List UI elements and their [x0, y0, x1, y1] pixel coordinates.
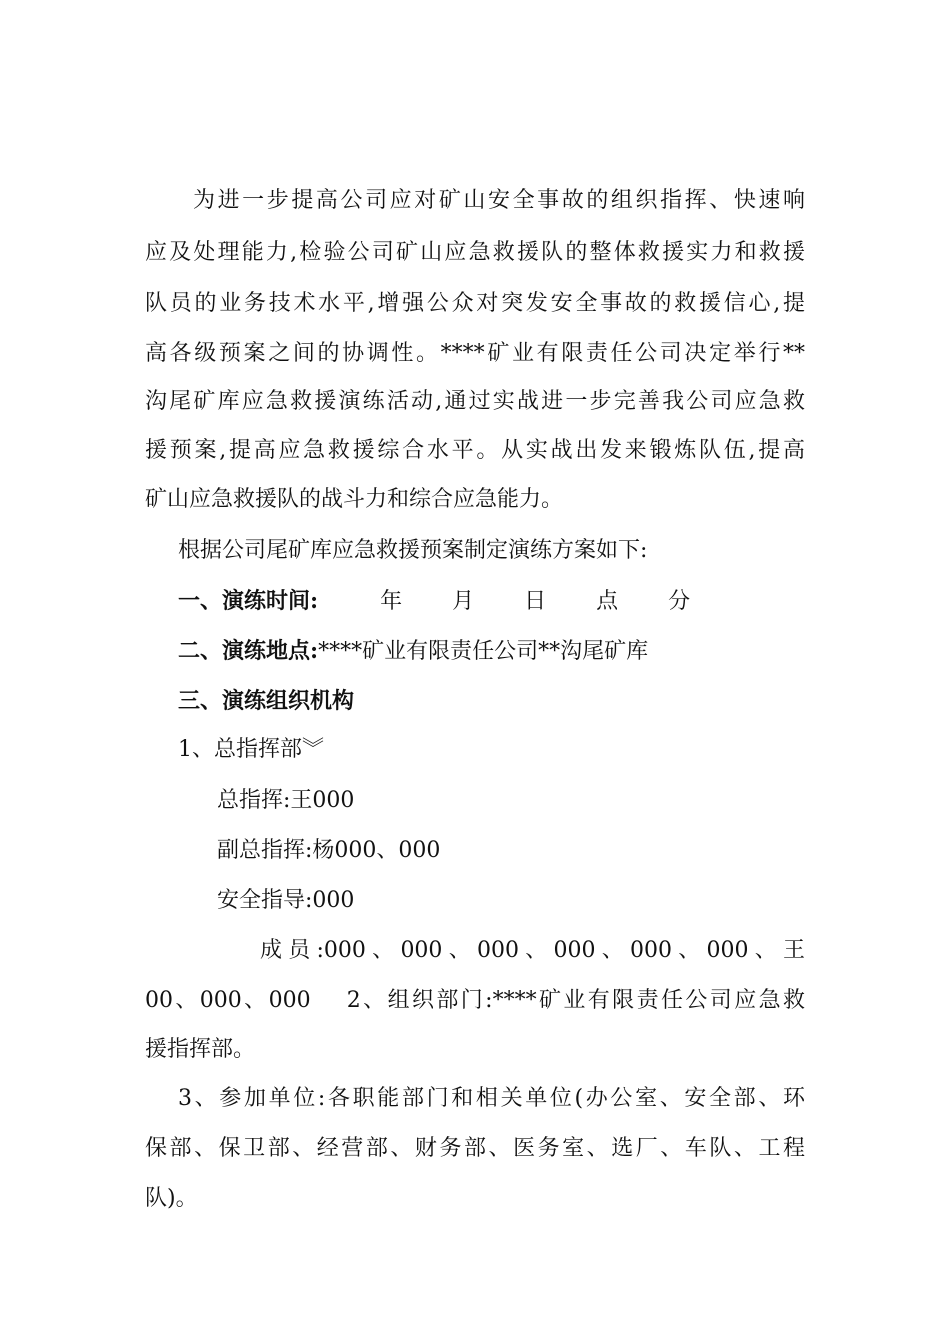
intro-line-1: 为进一步提高公司应对矿山安全事故的组织指挥、快速响	[193, 188, 805, 213]
hq-heading: 1、总指挥部︾	[178, 737, 324, 762]
participants-line-3: 队)。	[145, 1186, 198, 1211]
intro-line-5: 沟尾矿库应急救援演练活动,通过实战进一步完善我公司应急救	[145, 389, 805, 414]
intro-line-6: 援预案,提高应急救援综合水平。从实战出发来锻炼队伍,提高	[145, 438, 805, 463]
org-section-heading: 三、演练组织机构	[178, 688, 355, 714]
drill-location-value: ****矿业有限责任公司**沟尾矿库	[318, 639, 649, 664]
drill-time-units	[380, 589, 740, 614]
members-line-2: 00、000、000 2、组织部门:****矿业有限责任公司应急救	[145, 988, 805, 1013]
drill-time-label: 一、演练时间:	[178, 588, 319, 614]
intro-line-7: 矿山应急救援队的战斗力和综合应急能力。	[145, 487, 564, 512]
drill-location-label: 二、演练地点:	[178, 638, 319, 664]
time-unit-day: 日	[524, 589, 547, 614]
members-line-3: 援指挥部。	[145, 1037, 256, 1062]
deputy-commander-line: 副总指挥:杨000、000	[217, 838, 441, 863]
time-unit-year: 年	[380, 589, 403, 614]
time-unit-minute: 分	[668, 589, 691, 614]
safety-guide-line: 安全指导:000	[217, 888, 355, 913]
participants-line-2: 保部、保卫部、经营部、财务部、医务室、选厂、车队、工程	[145, 1136, 805, 1161]
commander-line: 总指挥:王000	[217, 788, 355, 813]
intro-line-3: 队员的业务技术水平,增强公众对突发安全事故的救援信心,提	[145, 291, 805, 316]
drill-time-row	[178, 586, 798, 617]
intro-line-2: 应及处理能力,检验公司矿山应急救援队的整体救援实力和救援	[145, 240, 805, 265]
time-unit-month: 月	[452, 589, 475, 614]
members-line-1: 成员:000、000、000、000、000、000、王	[260, 938, 805, 963]
intro-line-4: 高各级预案之间的协调性。****矿业有限责任公司决定举行**	[145, 341, 805, 366]
participants-line-1: 3、参加单位:各职能部门和相关单位(办公室、安全部、环	[178, 1086, 805, 1111]
time-unit-hour: 点	[596, 589, 619, 614]
basis-line: 根据公司尾矿库应急救援预案制定演练方案如下:	[178, 538, 648, 563]
drill-location-row	[178, 636, 798, 667]
